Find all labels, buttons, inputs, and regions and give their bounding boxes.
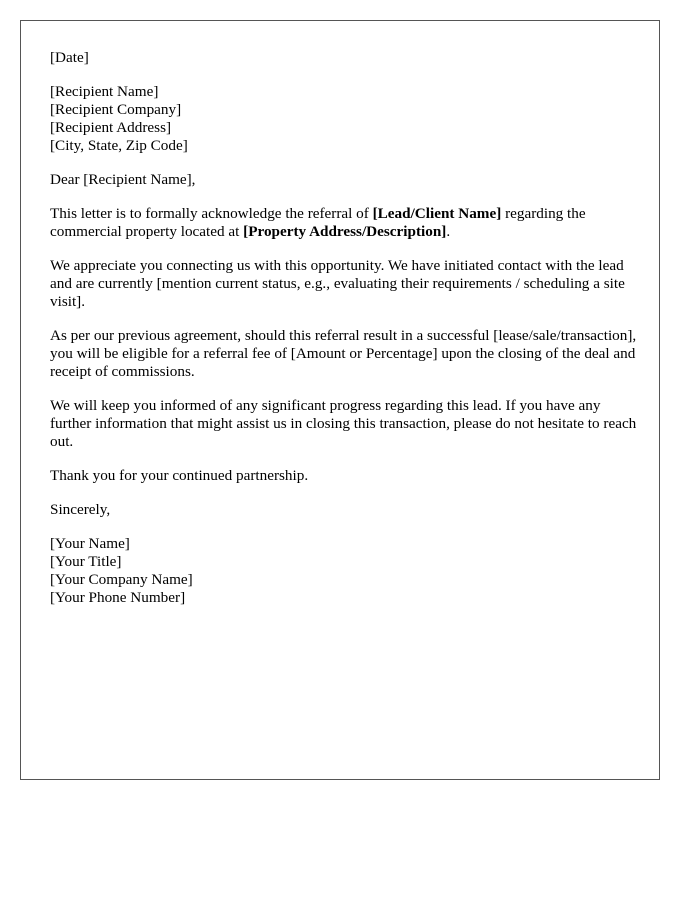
property-address: [Property Address/Description] (243, 223, 447, 240)
paragraph1-text-a: This letter is to formally acknowledge the referral of (50, 205, 373, 222)
paragraph-referral-fee (50, 327, 640, 381)
paragraph-progress (50, 397, 640, 451)
signature-title: [Your Title] (50, 553, 122, 570)
paragraph-referral-acknowledgement (50, 205, 640, 241)
date: [Date] (50, 49, 89, 66)
signature-name: [Your Name] (50, 535, 130, 552)
date-block (50, 49, 640, 67)
paragraph1-text-b: regarding the commercial property located at (50, 205, 586, 240)
paragraph5-text: Thank you for your continued partnership. (50, 467, 309, 484)
recipient-address: [Recipient Address] (50, 119, 172, 136)
recipient-name: [Recipient Name] (50, 83, 159, 100)
recipient-block (50, 83, 640, 155)
paragraph4-text: We will keep you informed of any significant progress regarding this lead. If you have any further information that might assist us in closing this transaction, please do not hesitate to reach out. (50, 397, 637, 450)
recipient-city-state-zip: [City, State, Zip Code] (50, 137, 188, 154)
paragraph2-text: We appreciate you connecting us with this opportunity. We have initiated contact with the lead and are currently [mention current status, e.g., evaluating their requirements / scheduling a site visit]. (50, 257, 625, 310)
letter-frame (20, 20, 660, 780)
signature-block (50, 535, 640, 607)
paragraph3-text: As per our previous agreement, should this referral result in a successful [lease/sale/transaction], you will be eligible for a referral fee of [Amount or Percentage] upon the closing of the deal and receipt of commissions. (50, 327, 637, 380)
paragraph-thanks (50, 467, 640, 485)
signature-phone: [Your Phone Number] (50, 589, 186, 606)
recipient-company: [Recipient Company] (50, 101, 182, 118)
paragraph-status (50, 257, 640, 311)
salutation-block (50, 171, 640, 189)
lead-client-name: [Lead/Client Name] (372, 205, 502, 222)
salutation: Dear [Recipient Name], (50, 171, 196, 188)
letter-body (50, 49, 640, 607)
paragraph1-text-c: . (446, 223, 451, 240)
closing-block (50, 501, 640, 519)
closing: Sincerely, (50, 501, 111, 518)
signature-company: [Your Company Name] (50, 571, 193, 588)
